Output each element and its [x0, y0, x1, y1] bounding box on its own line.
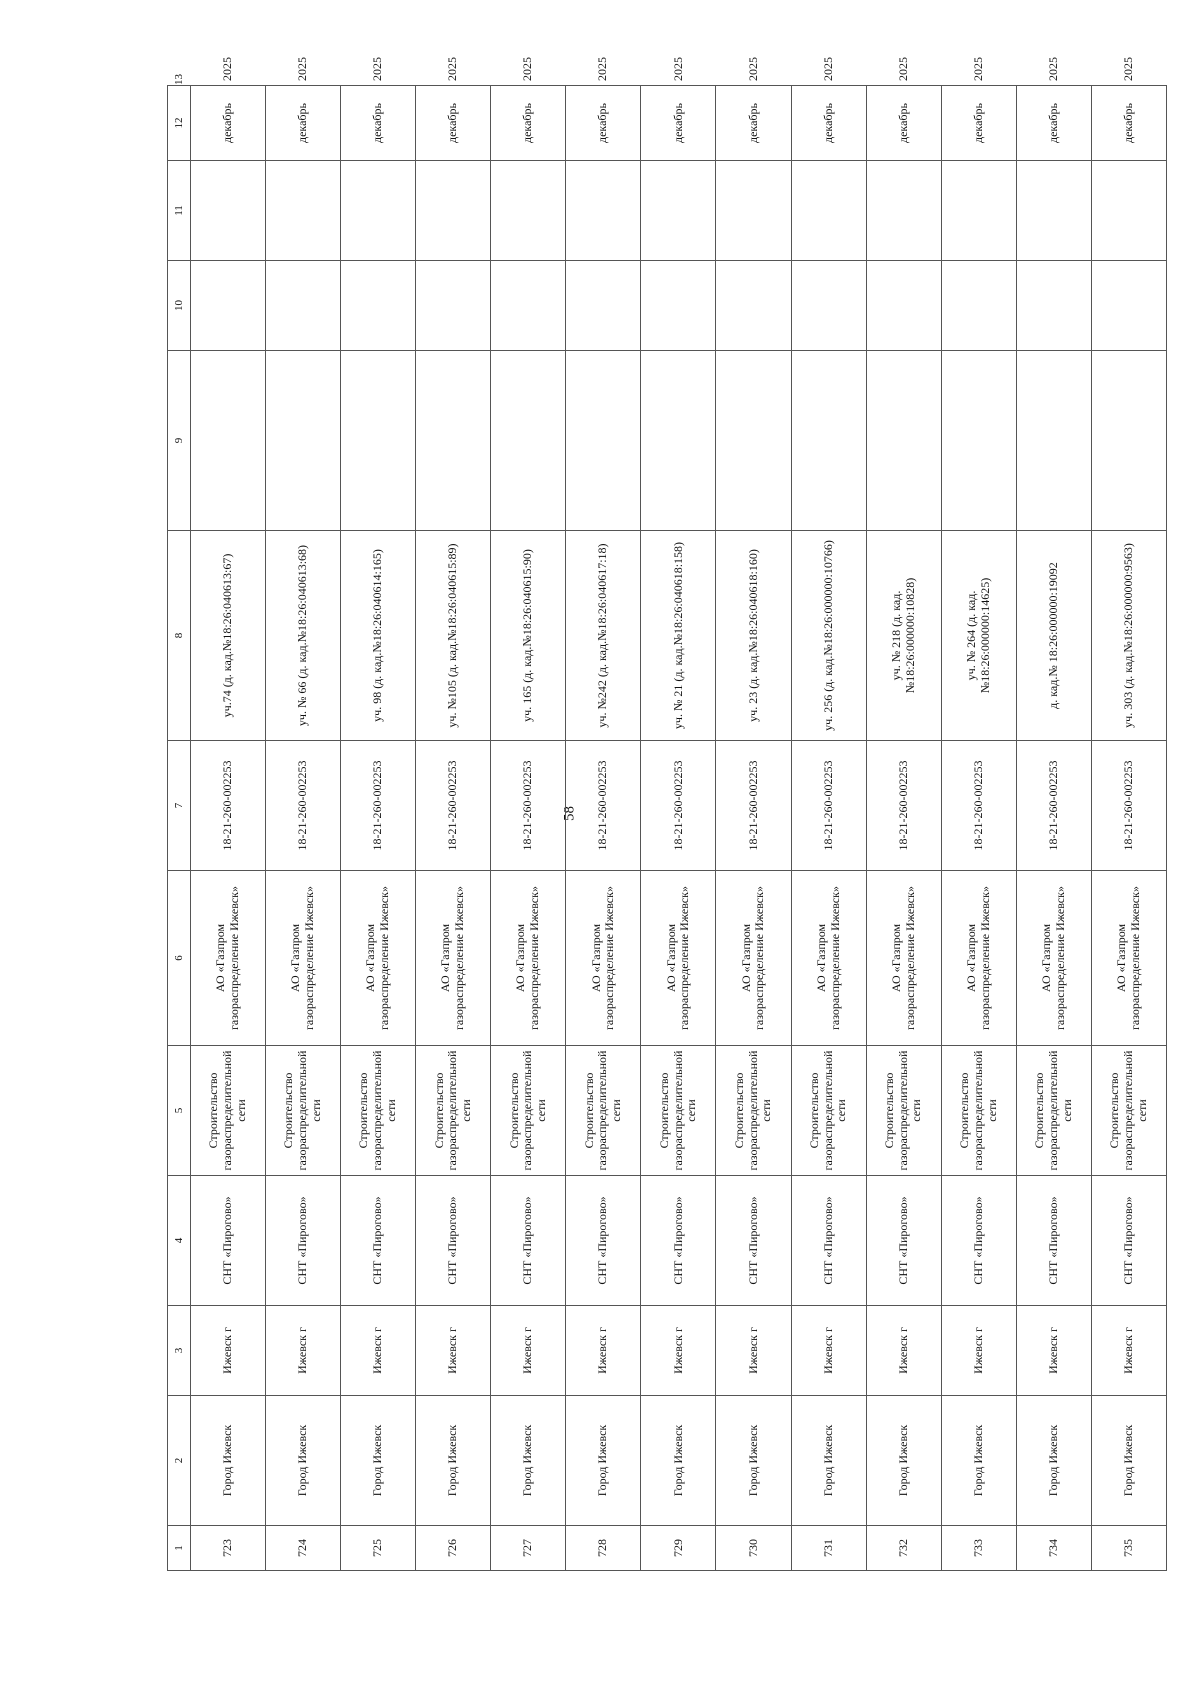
table-row: 724 Город Ижевск Ижевск г СНТ «Пирогово» Строительство газораспределительной сети АО «Газпром газораспределение Ижевск» 18-21-260-002253 уч. № 66 (д. кад.№18:26:040613:68) декабрь 2025: [266, 86, 341, 1571]
row-number: 735: [1091, 1526, 1166, 1571]
code-cell: 18-21-260-002253: [416, 741, 491, 871]
city-cell: Ижевск г: [191, 1306, 266, 1396]
address-cell: уч. 165 (д. кад.№18:26:040615:90): [491, 531, 566, 741]
location-cell: СНТ «Пирогово»: [566, 1176, 641, 1306]
column-number: 4: [168, 1176, 191, 1306]
row-number: 725: [341, 1526, 416, 1571]
location-cell: СНТ «Пирогово»: [941, 1176, 1016, 1306]
column-9-cell: [341, 351, 416, 531]
address-cell: уч. № 21 (д. кад.№18:26:040618:158): [641, 531, 716, 741]
month-cell: декабрь: [1016, 86, 1091, 161]
code-cell: 18-21-260-002253: [266, 741, 341, 871]
column-11-cell: [416, 161, 491, 261]
document-table-frame: [167, 57, 1167, 1571]
column-number-row: 1 2 3 4 5 6 7 8 9 10 11 12 13: [168, 86, 191, 1571]
column-11-cell: [941, 161, 1016, 261]
location-cell: СНТ «Пирогово»: [1016, 1176, 1091, 1306]
work-type-cell: Строительство газораспределительной сети: [791, 1046, 866, 1176]
address-cell: уч.74 (д. кад.№18:26:040613:67): [191, 531, 266, 741]
organization-cell: АО «Газпром газораспределение Ижевск»: [716, 871, 791, 1046]
column-10-cell: [791, 261, 866, 351]
month-cell: декабрь: [266, 86, 341, 161]
column-11-cell: [1016, 161, 1091, 261]
municipality-cell: Город Ижевск: [416, 1396, 491, 1526]
column-10-cell: [1016, 261, 1091, 351]
rotated-table-wrapper: [167, 57, 1167, 1571]
table-row: 734 Город Ижевск Ижевск г СНТ «Пирогово» Строительство газораспределительной сети АО «Газпром газораспределение Ижевск» 18-21-260-002253 д. кад.№ 18:26:000000:19092 декабрь 2025: [1016, 86, 1091, 1571]
work-type-cell: Строительство газораспределительной сети: [191, 1046, 266, 1176]
work-type-cell: Строительство газораспределительной сети: [416, 1046, 491, 1176]
month-cell: декабрь: [941, 86, 1016, 161]
objects-table: [167, 57, 1167, 1571]
table-row: 727 Город Ижевск Ижевск г СНТ «Пирогово» Строительство газораспределительной сети АО «Газпром газораспределение Ижевск» 18-21-260-002253 уч. 165 (д. кад.№18:26:040615:90) декабрь 2025: [491, 86, 566, 1571]
month-cell: декабрь: [341, 86, 416, 161]
address-cell: уч. № 264 (д. кад.№18:26:000000:14625): [941, 531, 1016, 741]
row-number: 723: [191, 1526, 266, 1571]
work-type-cell: Строительство газораспределительной сети: [491, 1046, 566, 1176]
column-9-cell: [866, 351, 941, 531]
municipality-cell: Город Ижевск: [341, 1396, 416, 1526]
location-cell: СНТ «Пирогово»: [191, 1176, 266, 1306]
location-cell: СНТ «Пирогово»: [1091, 1176, 1166, 1306]
organization-cell: АО «Газпром газораспределение Ижевск»: [1091, 871, 1166, 1046]
month-cell: декабрь: [191, 86, 266, 161]
column-number: 6: [168, 871, 191, 1046]
location-cell: СНТ «Пирогово»: [866, 1176, 941, 1306]
column-9-cell: [266, 351, 341, 531]
organization-cell: АО «Газпром газораспределение Ижевск»: [641, 871, 716, 1046]
month-cell: декабрь: [491, 86, 566, 161]
row-number: 732: [866, 1526, 941, 1571]
code-cell: 18-21-260-002253: [191, 741, 266, 871]
municipality-cell: Город Ижевск: [1091, 1396, 1166, 1526]
column-number: 10: [168, 261, 191, 351]
column-number: 1: [168, 1526, 191, 1571]
column-10-cell: [866, 261, 941, 351]
table-row: 733 Город Ижевск Ижевск г СНТ «Пирогово» Строительство газораспределительной сети АО «Газпром газораспределение Ижевск» 18-21-260-002253 уч. № 264 (д. кад.№18:26:000000:14625) декабрь 2025: [941, 86, 1016, 1571]
organization-cell: АО «Газпром газораспределение Ижевск»: [191, 871, 266, 1046]
month-cell: декабрь: [866, 86, 941, 161]
row-number: 726: [416, 1526, 491, 1571]
city-cell: Ижевск г: [566, 1306, 641, 1396]
column-11-cell: [266, 161, 341, 261]
organization-cell: АО «Газпром газораспределение Ижевск»: [266, 871, 341, 1046]
city-cell: Ижевск г: [1016, 1306, 1091, 1396]
organization-cell: АО «Газпром газораспределение Ижевск»: [1016, 871, 1091, 1046]
address-cell: уч. №242 (д. кад.№18:26:040617:18): [566, 531, 641, 741]
column-10-cell: [491, 261, 566, 351]
location-cell: СНТ «Пирогово»: [266, 1176, 341, 1306]
organization-cell: АО «Газпром газораспределение Ижевск»: [566, 871, 641, 1046]
column-9-cell: [491, 351, 566, 531]
organization-cell: АО «Газпром газораспределение Ижевск»: [866, 871, 941, 1046]
column-number: 5: [168, 1046, 191, 1176]
column-10-cell: [566, 261, 641, 351]
table-row: 725 Город Ижевск Ижевск г СНТ «Пирогово» Строительство газораспределительной сети АО «Газпром газораспределение Ижевск» 18-21-260-002253 уч. 98 (д. кад.№18:26:040614:165) декабрь 2025: [341, 86, 416, 1571]
code-cell: 18-21-260-002253: [341, 741, 416, 871]
work-type-cell: Строительство газораспределительной сети: [1016, 1046, 1091, 1176]
month-cell: декабрь: [641, 86, 716, 161]
row-number: 729: [641, 1526, 716, 1571]
column-11-cell: [341, 161, 416, 261]
table-body: [191, 57, 1167, 1571]
column-10-cell: [1091, 261, 1166, 351]
municipality-cell: Город Ижевск: [866, 1396, 941, 1526]
column-9-cell: [641, 351, 716, 531]
work-type-cell: Строительство газораспределительной сети: [866, 1046, 941, 1176]
location-cell: СНТ «Пирогово»: [491, 1176, 566, 1306]
month-cell: декабрь: [791, 86, 866, 161]
column-9-cell: [1016, 351, 1091, 531]
organization-cell: АО «Газпром газораспределение Ижевск»: [416, 871, 491, 1046]
column-11-cell: [1091, 161, 1166, 261]
municipality-cell: Город Ижевск: [266, 1396, 341, 1526]
column-9-cell: [566, 351, 641, 531]
municipality-cell: Город Ижевск: [566, 1396, 641, 1526]
column-11-cell: [191, 161, 266, 261]
column-11-cell: [866, 161, 941, 261]
page-number: 58: [561, 806, 578, 821]
column-10-cell: [191, 261, 266, 351]
work-type-cell: Строительство газораспределительной сети: [641, 1046, 716, 1176]
municipality-cell: Город Ижевск: [1016, 1396, 1091, 1526]
table-row: 731 Город Ижевск Ижевск г СНТ «Пирогово» Строительство газораспределительной сети АО «Газпром газораспределение Ижевск» 18-21-260-002253 уч. 256 (д. кад.№18:26:000000:10766) декабрь 2025: [791, 86, 866, 1571]
work-type-cell: Строительство газораспределительной сети: [566, 1046, 641, 1176]
municipality-cell: Город Ижевск: [941, 1396, 1016, 1526]
column-11-cell: [791, 161, 866, 261]
code-cell: 18-21-260-002253: [941, 741, 1016, 871]
column-number: 2: [168, 1396, 191, 1526]
code-cell: 18-21-260-002253: [1091, 741, 1166, 871]
table-row: 735 Город Ижевск Ижевск г СНТ «Пирогово» Строительство газораспределительной сети АО «Газпром газораспределение Ижевск» 18-21-260-002253 уч. 303 (д. кад.№18:26:000000:9563) декабрь 2025: [1091, 86, 1166, 1571]
code-cell: 18-21-260-002253: [866, 741, 941, 871]
column-11-cell: [641, 161, 716, 261]
location-cell: СНТ «Пирогово»: [716, 1176, 791, 1306]
column-number: 9: [168, 351, 191, 531]
table-row: 726 Город Ижевск Ижевск г СНТ «Пирогово» Строительство газораспределительной сети АО «Газпром газораспределение Ижевск» 18-21-260-002253 уч. №105 (д. кад.№18:26:040615:89) декабрь 2025: [416, 86, 491, 1571]
table-row: 723 Город Ижевск Ижевск г СНТ «Пирогово» Строительство газораспределительной сети АО «Газпром газораспределение Ижевск» 18-21-260-002253 уч.74 (д. кад.№18:26:040613:67) декабрь 2025: [191, 86, 266, 1571]
column-10-cell: [941, 261, 1016, 351]
address-cell: уч. 98 (д. кад.№18:26:040614:165): [341, 531, 416, 741]
work-type-cell: Строительство газораспределительной сети: [341, 1046, 416, 1176]
column-10-cell: [266, 261, 341, 351]
table-row: 728 Город Ижевск Ижевск г СНТ «Пирогово» Строительство газораспределительной сети АО «Газпром газораспределение Ижевск» 18-21-260-002253 уч. №242 (д. кад.№18:26:040617:18) декабрь 2025: [566, 86, 641, 1571]
address-cell: уч. №105 (д. кад.№18:26:040615:89): [416, 531, 491, 741]
city-cell: Ижевск г: [941, 1306, 1016, 1396]
organization-cell: АО «Газпром газораспределение Ижевск»: [341, 871, 416, 1046]
address-cell: д. кад.№ 18:26:000000:19092: [1016, 531, 1091, 741]
city-cell: Ижевск г: [341, 1306, 416, 1396]
table-row: 730 Город Ижевск Ижевск г СНТ «Пирогово» Строительство газораспределительной сети АО «Газпром газораспределение Ижевск» 18-21-260-002253 уч. 23 (д. кад.№18:26:040618:160) декабрь 2025: [716, 86, 791, 1571]
column-number: 8: [168, 531, 191, 741]
row-number: 730: [716, 1526, 791, 1571]
address-cell: уч. 256 (д. кад.№18:26:000000:10766): [791, 531, 866, 741]
row-number: 728: [566, 1526, 641, 1571]
code-cell: 18-21-260-002253: [791, 741, 866, 871]
location-cell: СНТ «Пирогово»: [791, 1176, 866, 1306]
address-cell: уч. 303 (д. кад.№18:26:000000:9563): [1091, 531, 1166, 741]
column-9-cell: [416, 351, 491, 531]
address-cell: уч. № 66 (д. кад.№18:26:040613:68): [266, 531, 341, 741]
table-row: 732 Город Ижевск Ижевск г СНТ «Пирогово» Строительство газораспределительной сети АО «Газпром газораспределение Ижевск» 18-21-260-002253 уч. № 218 (д. кад.№18:26:000000:10828) декабрь 2025: [866, 86, 941, 1571]
city-cell: Ижевск г: [416, 1306, 491, 1396]
address-cell: уч. № 218 (д. кад.№18:26:000000:10828): [866, 531, 941, 741]
work-type-cell: Строительство газораспределительной сети: [266, 1046, 341, 1176]
column-10-cell: [416, 261, 491, 351]
address-cell: уч. 23 (д. кад.№18:26:040618:160): [716, 531, 791, 741]
organization-cell: АО «Газпром газораспределение Ижевск»: [791, 871, 866, 1046]
column-9-cell: [941, 351, 1016, 531]
column-10-cell: [341, 261, 416, 351]
location-cell: СНТ «Пирогово»: [641, 1176, 716, 1306]
month-cell: декабрь: [416, 86, 491, 161]
month-cell: декабрь: [1091, 86, 1166, 161]
location-cell: СНТ «Пирогово»: [416, 1176, 491, 1306]
row-number: 724: [266, 1526, 341, 1571]
municipality-cell: Город Ижевск: [191, 1396, 266, 1526]
code-cell: 18-21-260-002253: [716, 741, 791, 871]
location-cell: СНТ «Пирогово»: [341, 1176, 416, 1306]
row-number: 733: [941, 1526, 1016, 1571]
city-cell: Ижевск г: [1091, 1306, 1166, 1396]
organization-cell: АО «Газпром газораспределение Ижевск»: [491, 871, 566, 1046]
municipality-cell: Город Ижевск: [791, 1396, 866, 1526]
column-10-cell: [716, 261, 791, 351]
row-number: 731: [791, 1526, 866, 1571]
city-cell: Ижевск г: [491, 1306, 566, 1396]
code-cell: 18-21-260-002253: [491, 741, 566, 871]
column-11-cell: [716, 161, 791, 261]
code-cell: 18-21-260-002253: [1016, 741, 1091, 871]
work-type-cell: Строительство газораспределительной сети: [716, 1046, 791, 1176]
column-9-cell: [791, 351, 866, 531]
column-9-cell: [191, 351, 266, 531]
column-number: 12: [168, 86, 191, 161]
column-number: 7: [168, 741, 191, 871]
column-11-cell: [566, 161, 641, 261]
city-cell: Ижевск г: [866, 1306, 941, 1396]
column-9-cell: [716, 351, 791, 531]
work-type-cell: Строительство газораспределительной сети: [941, 1046, 1016, 1176]
city-cell: Ижевск г: [716, 1306, 791, 1396]
organization-cell: АО «Газпром газораспределение Ижевск»: [941, 871, 1016, 1046]
column-10-cell: [641, 261, 716, 351]
city-cell: Ижевск г: [266, 1306, 341, 1396]
column-9-cell: [1091, 351, 1166, 531]
municipality-cell: Город Ижевск: [641, 1396, 716, 1526]
table-row: 729 Город Ижевск Ижевск г СНТ «Пирогово» Строительство газораспределительной сети АО «Газпром газораспределение Ижевск» 18-21-260-002253 уч. № 21 (д. кад.№18:26:040618:158) декабрь 2025: [641, 86, 716, 1571]
municipality-cell: Город Ижевск: [491, 1396, 566, 1526]
row-number: 727: [491, 1526, 566, 1571]
code-cell: 18-21-260-002253: [641, 741, 716, 871]
column-11-cell: [491, 161, 566, 261]
row-number: 734: [1016, 1526, 1091, 1571]
city-cell: Ижевск г: [641, 1306, 716, 1396]
municipality-cell: Город Ижевск: [716, 1396, 791, 1526]
work-type-cell: Строительство газораспределительной сети: [1091, 1046, 1166, 1176]
month-cell: декабрь: [566, 86, 641, 161]
column-number: 11: [168, 161, 191, 261]
city-cell: Ижевск г: [791, 1306, 866, 1396]
column-number: 3: [168, 1306, 191, 1396]
code-cell: 18-21-260-002253: [566, 741, 641, 871]
month-cell: декабрь: [716, 86, 791, 161]
